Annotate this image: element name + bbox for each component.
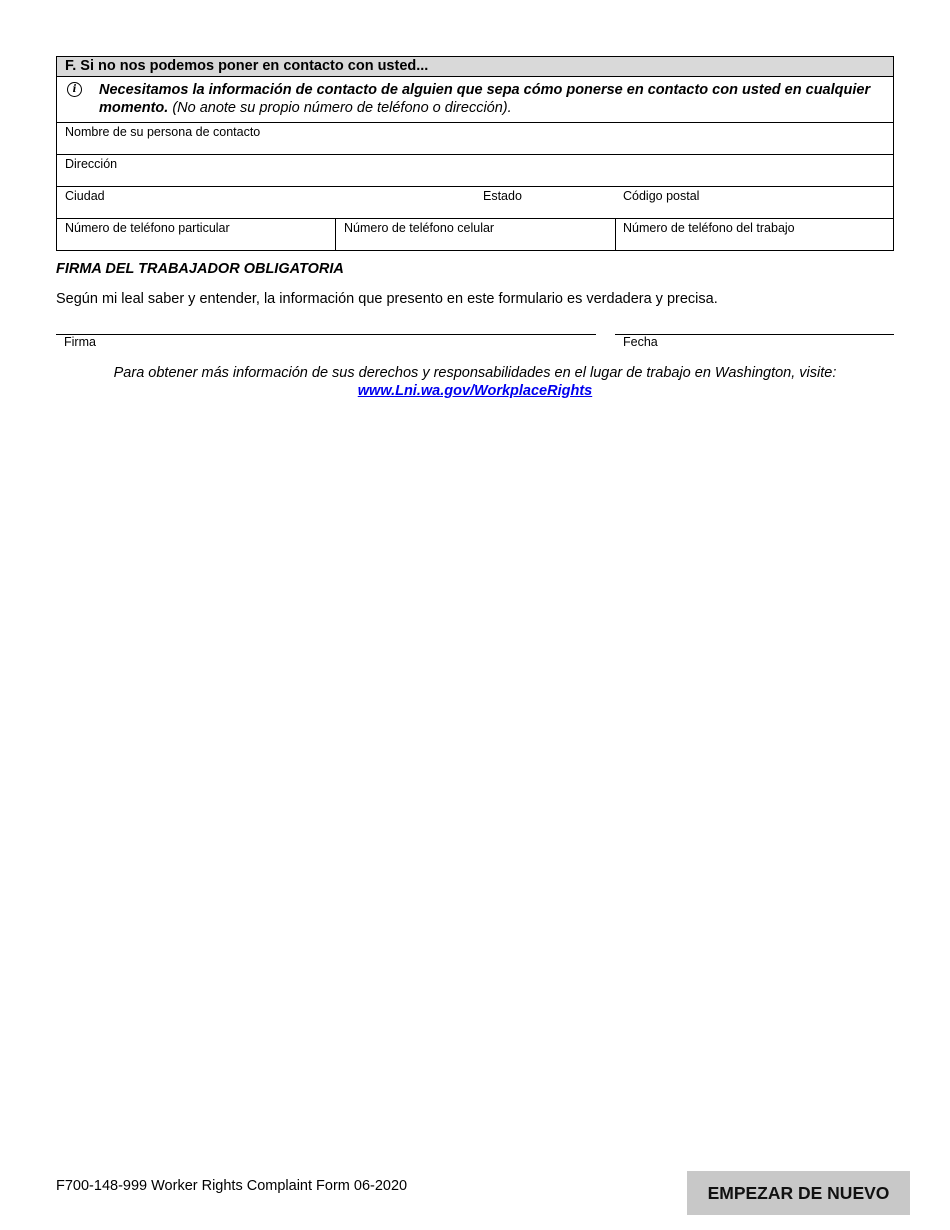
contact-name-label: Nombre de su persona de contacto (65, 125, 261, 139)
info-row (57, 77, 893, 123)
info-italic-text: (No anote su propio número de teléfono o dirección). (172, 100, 512, 116)
info-text (99, 81, 879, 117)
address-field[interactable] (57, 155, 893, 187)
date-label: Fecha (623, 335, 658, 349)
info-circle-icon: i (67, 82, 82, 97)
contact-name-field[interactable] (57, 123, 893, 155)
info-bold-text: Necesitamos la información de contacto de alguien que sepa cómo ponerse en contacto con usted en cualquier momento. (99, 82, 871, 116)
section-f-header: F. Si no nos podemos poner en contacto con usted... (57, 57, 893, 77)
work-phone-label: Número de teléfono del trabajo (623, 221, 795, 235)
signature-line[interactable] (56, 334, 596, 335)
cell-divider (615, 219, 616, 250)
home-phone-label: Número de teléfono particular (65, 221, 230, 235)
cell-divider (335, 219, 336, 250)
form-id: F700-148-999 Worker Rights Complaint Form 06-2020 (56, 1178, 408, 1194)
zip-label: Código postal (623, 189, 700, 203)
signature-label: Firma (64, 335, 96, 349)
address-label: Dirección (65, 157, 118, 171)
more-info-text: Para obtener más información de sus derechos y responsabilidades en el lugar de trabajo en Washington, visite: (113, 365, 837, 381)
state-label: Estado (483, 189, 522, 203)
contact-section-table (56, 56, 894, 251)
city-label: Ciudad (65, 189, 105, 203)
workplace-rights-link[interactable]: www.Lni.wa.gov/WorkplaceRights (357, 383, 593, 399)
phone-row (57, 219, 893, 250)
city-state-zip-row (57, 187, 893, 219)
more-info (56, 364, 894, 400)
reset-button[interactable]: EMPEZAR DE NUEVO (687, 1171, 910, 1215)
signature-title: FIRMA DEL TRABAJADOR OBLIGATORIA (56, 261, 344, 277)
attestation-text: Según mi leal saber y entender, la información que presento en este formulario es verdadera y precisa. (56, 291, 718, 307)
cell-phone-label: Número de teléfono celular (344, 221, 495, 235)
